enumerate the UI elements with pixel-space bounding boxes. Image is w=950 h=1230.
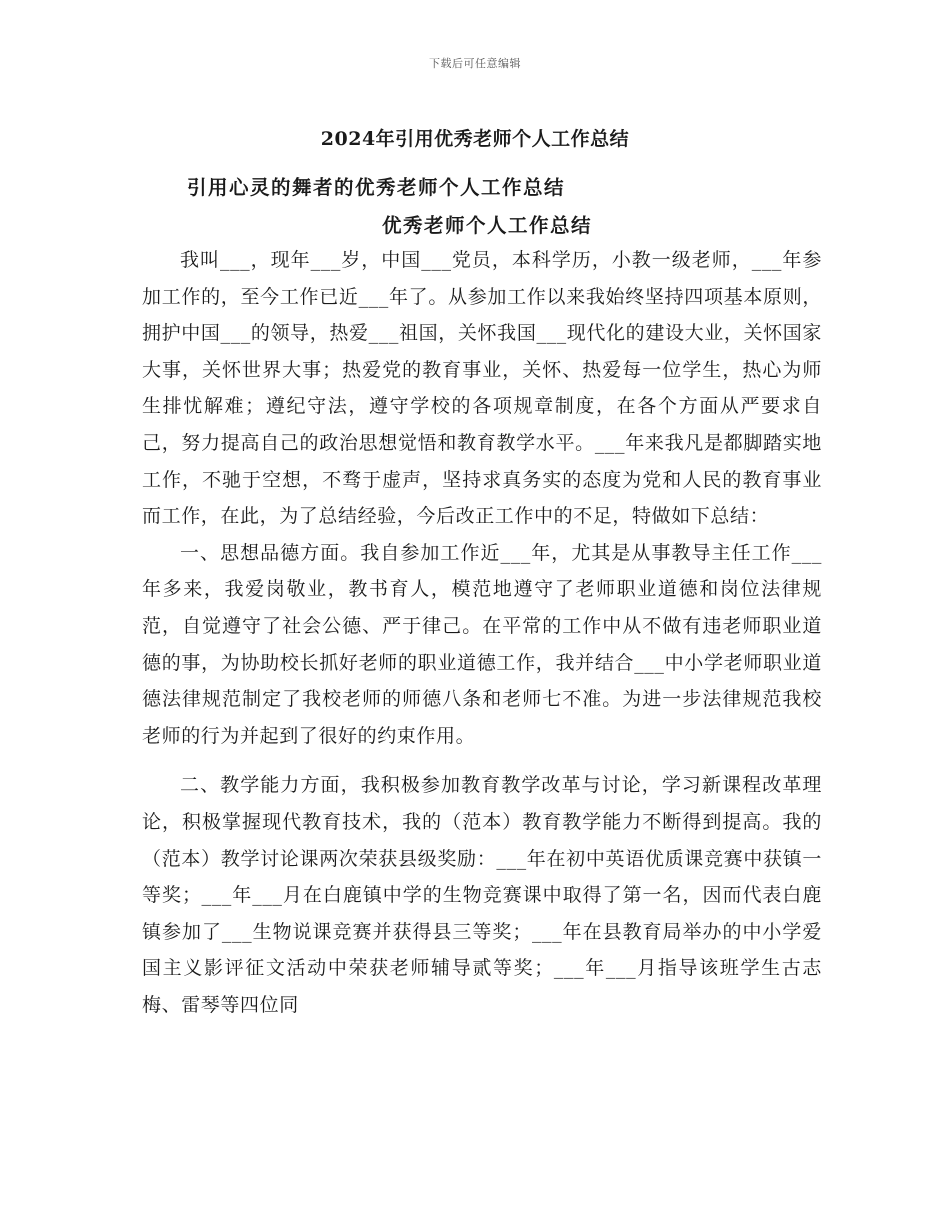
document-title: 2024年引用优秀老师个人工作总结	[320, 128, 630, 150]
paragraph-teaching-ability: 二、教学能力方面，我积极参加教育教学改革与讨论，学习新课程改革理论，积极掌握现代教育技术，我的（范本）教育教学能力不断得到提高。我的（范本）教学讨论课两次荣获县级奖励：___年在初中英语优质课竞赛中获镇一等奖；___年___月在白鹿镇中学的生物竞赛课中取得了第一名，因而代表白鹿镇参加了___生物说课竞赛并获得县三等奖；___年在县教育局举办的中小学爱国主义影评征文活动中荣获老师辅导贰等奖；___年___月指导该班学生古志梅、雷琴等四位同	[142, 774, 822, 1016]
paragraph-moral-character: 一、思想品德方面。我自参加工作近___年，尤其是从事教导主任工作___年多来，我爱岗敬业，教书育人，模范地遵守了老师职业道德和岗位法律规范，自觉遵守了社会公德、严于律己。在平常的工作中从不做有违老师职业道德的事，为协助校长抓好老师的职业道德工作，我并结合___中小学老师职业道德法律规范制定了我校老师的师德八条和老师七不准。为进一步法律规范我校老师的行为并起到了很好的约束作用。	[142, 541, 822, 747]
paragraph-intro: 我叫___，现年___岁，中国___党员，本科学历，小教一级老师，___年参加工作的，至今工作已近___年了。从参加工作以来我始终坚持四项基本原则，拥护中国___的领导，热爱___祖国，关怀我国___现代化的建设大业，关怀国家大事，关怀世界大事；热爱党的教育事业，关怀、热爱每一位学生，热心为师生排忧解难；遵纪守法，遵守学校的各项规章制度，在各个方面从严要求自己，努力提高自己的政治思想觉悟和教育教学水平。___年来我凡是都脚踏实地工作，不驰于空想，不骛于虚声，坚持求真务实的态度为党和人民的教育事业而工作，在此，为了总结经验，今后改正工作中的不足，特做如下总结：	[142, 249, 822, 528]
document-subtitle: 引用心灵的舞者的优秀老师个人工作总结	[187, 176, 566, 199]
section-heading: 优秀老师个人工作总结	[381, 214, 592, 237]
document-body	[142, 242, 822, 1023]
header-note: 下载后可任意编辑	[429, 57, 521, 70]
